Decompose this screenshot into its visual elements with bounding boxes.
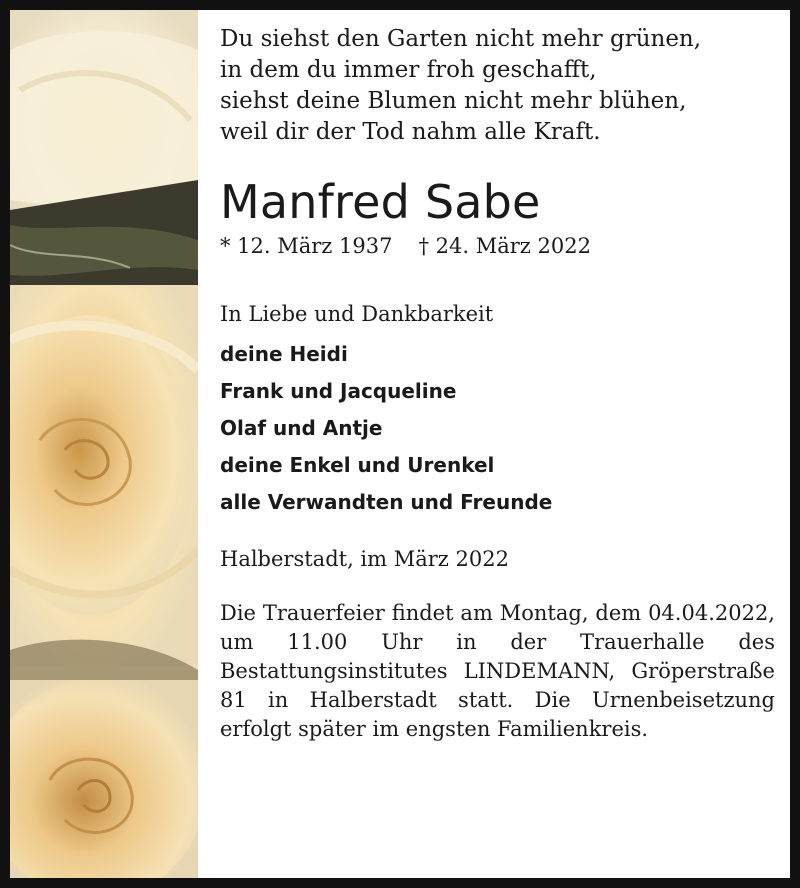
mourner: deine Heidi <box>220 342 348 366</box>
place-date: Halberstadt, im März 2022 <box>220 547 509 571</box>
mourner: Olaf und Antje <box>220 416 383 440</box>
verse-line: weil dir der Tod nahm alle Kraft. <box>220 119 601 145</box>
rose-image <box>10 10 198 878</box>
mourners-list <box>220 336 785 521</box>
death-date: † 24. März 2022 <box>418 234 591 258</box>
mourner: Frank und Jacqueline <box>220 379 457 403</box>
mourner: alle Verwandten und Freunde <box>220 490 553 514</box>
obituary-text <box>220 24 785 744</box>
deceased-name: Manfred Sabe <box>220 175 541 229</box>
dedication: In Liebe und Dankbarkeit <box>220 302 494 326</box>
verse-line: in dem du immer froh geschafft, <box>220 57 597 83</box>
memorial-verse <box>220 24 785 148</box>
mourner: deine Enkel und Urenkel <box>220 453 495 477</box>
verse-line: siehst deine Blumen nicht mehr blühen, <box>220 88 687 114</box>
birth-date: * 12. März 1937 <box>220 234 393 258</box>
life-dates <box>220 232 785 260</box>
funeral-notice: Die Trauerfeier findet am Montag, dem 04.04.2022, um 11.00 Uhr in der Trauerhalle des Bestattungsinstitutes LINDEMANN, Gröperstraße 81 in Halberstadt statt. Die Urnenbeisetzung erfolgt später im engsten Familienkreis. <box>220 601 775 741</box>
verse-line: Du siehst den Garten nicht mehr grünen, <box>220 26 702 52</box>
